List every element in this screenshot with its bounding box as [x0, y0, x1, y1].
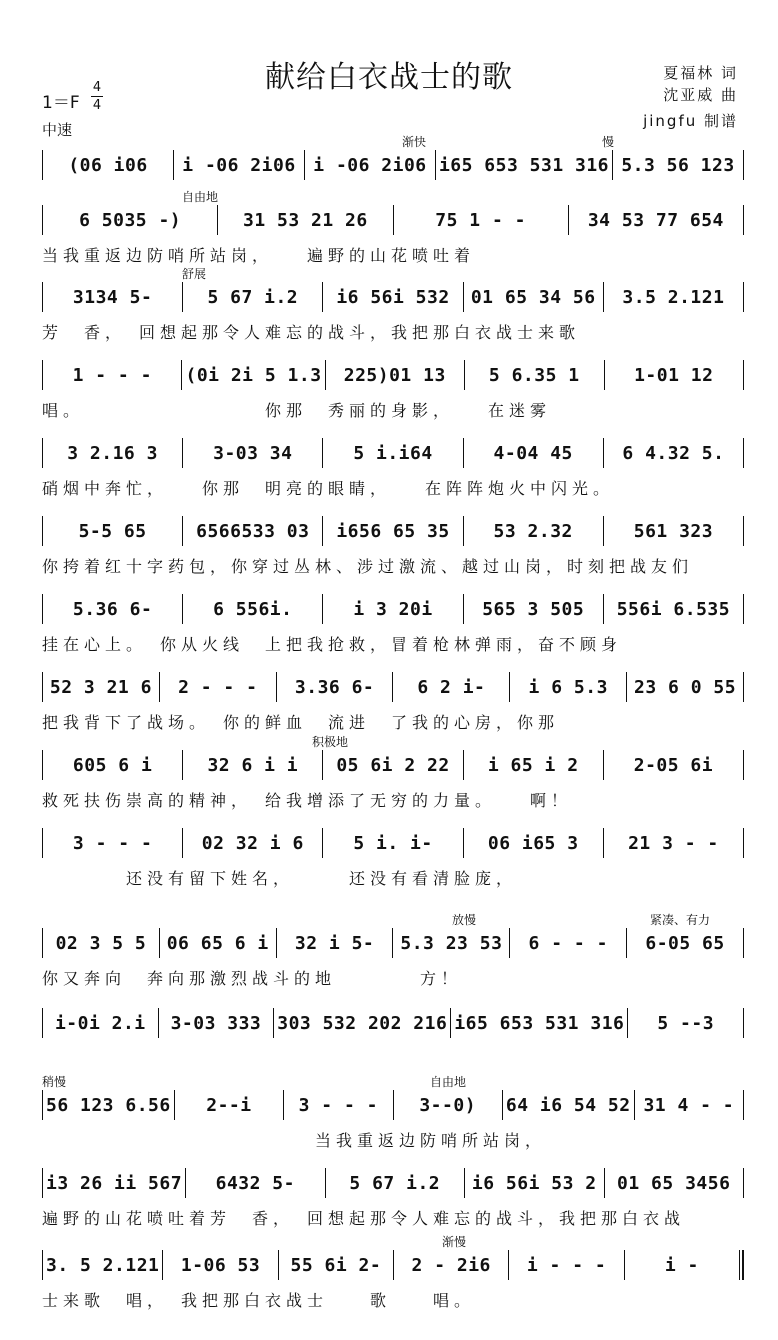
measure: i-0i 2.i: [43, 1008, 159, 1038]
measure: i6 56i 532: [323, 282, 463, 312]
expression-mark: 渐快: [402, 135, 427, 149]
measure: 02 3 5 5: [43, 928, 160, 958]
notation-row: [42, 1008, 744, 1038]
notation-row: [42, 516, 744, 546]
measure: 1-06 53: [163, 1250, 278, 1280]
measure: 5 --3: [657, 1012, 715, 1034]
key-signature: 1＝F: [42, 93, 80, 113]
lyric-line: 芳 香， 回想起那令人难忘的战斗，我把那白衣战士来歌: [42, 323, 581, 342]
measure: i6 56i 53 2: [465, 1168, 604, 1198]
measure: 6-05 65: [645, 932, 725, 954]
measure: 2-05 6i: [633, 754, 714, 776]
measure: 02 32 i 6: [183, 828, 323, 858]
measure: 31 4 - -: [643, 1094, 735, 1116]
lyric-line: 唱。 你那 秀丽的身影， 在迷雾: [42, 401, 552, 420]
measure: 6 - - -: [510, 928, 627, 958]
measure: 5 i.i64: [323, 438, 463, 468]
measure: 5-5 65: [43, 516, 183, 546]
measure: i -: [625, 1250, 743, 1280]
notation-row: [42, 928, 744, 958]
expression-mark: 紧凑、有力: [650, 913, 711, 927]
lyricist-credit: 夏福林 词: [663, 64, 738, 82]
lyric-line: 把我背下了战场。 你的鲜血 流进 了我的心房，你那: [42, 713, 560, 732]
measure: 1-01 12: [634, 364, 714, 386]
lyric-line: 当我重返边防哨所站岗， 遍野的山花喷吐着: [42, 246, 476, 265]
notation-row: [42, 594, 744, 624]
measure: 64 i6 54 52: [503, 1090, 635, 1120]
meter-bottom: 4: [92, 98, 102, 113]
notation-row: [42, 282, 744, 312]
measure: 225)01 13: [326, 360, 465, 390]
song-title: 献给白衣战士的歌: [265, 60, 513, 95]
measure: (0i 2i 5 1.3: [182, 360, 325, 390]
expression-mark: 渐慢: [442, 1235, 467, 1249]
notation-row: [42, 672, 744, 702]
measure: 34 53 77 654: [587, 209, 724, 231]
measure: i 6 5.3: [510, 672, 627, 702]
measure: 2 - - -: [160, 672, 277, 702]
notation-row: [42, 828, 744, 858]
measure: i -06 2i06: [305, 150, 436, 180]
lyric-line: 你又奔向 奔向那激烈战斗的地 方！: [42, 969, 463, 988]
notation-row: [42, 205, 744, 235]
measure: 3 - - -: [43, 828, 183, 858]
measure: 561 323: [633, 520, 714, 542]
measure: 55 6i 2-: [279, 1250, 394, 1280]
measure: 53 2.32: [464, 516, 604, 546]
measure: 56 123 6.56: [43, 1090, 175, 1120]
lyric-line: 你挎着红十字药包，你穿过丛林、涉过激流、越过山岗，时刻把战友们: [42, 557, 694, 576]
measure: 23 6 0 55: [634, 676, 737, 698]
notation-row: [42, 1250, 744, 1280]
measure: 605 6 i: [43, 750, 183, 780]
measure: i 3 20i: [323, 594, 463, 624]
measure: 4-04 45: [464, 438, 604, 468]
arranger-credit: jingfu 制谱: [643, 112, 738, 130]
measure: 31 53 21 26: [218, 205, 393, 235]
notation-row: [42, 438, 744, 468]
notation-row: [42, 750, 744, 780]
measure: i 65 i 2: [464, 750, 604, 780]
measure: 3. 5 2.121: [43, 1250, 163, 1280]
measure: 52 3 21 6: [43, 672, 160, 702]
measure: 32 i 5-: [277, 928, 394, 958]
measure: 3134 5-: [43, 282, 183, 312]
measure: i - - -: [509, 1250, 624, 1280]
lyric-line: 当我重返边防哨所站岗，: [42, 1131, 547, 1150]
composer-credit: 沈亚威 曲: [663, 86, 738, 104]
lyric-line: 遍野的山花喷吐着芳 香， 回想起那令人难忘的战斗，我把那白衣战: [42, 1209, 686, 1228]
measure: 6 2 i-: [393, 672, 510, 702]
measure: i656 65 35: [323, 516, 463, 546]
time-signature: [91, 80, 103, 113]
measure: 2 - 2i6: [394, 1250, 509, 1280]
measure: 565 3 505: [464, 594, 604, 624]
measure: 32 6 i i: [183, 750, 323, 780]
measure: 5 67 i.2: [326, 1168, 465, 1198]
measure: 3--0): [394, 1090, 503, 1120]
measure: i3 26 ii 567: [43, 1168, 186, 1198]
expression-mark: 放慢: [452, 913, 477, 927]
notation-row: [42, 1090, 744, 1120]
lyric-line: 还没有留下姓名， 还没有看清脸庞，: [42, 869, 518, 888]
meter-top: 4: [92, 80, 102, 95]
measure: (06 i06: [43, 150, 174, 180]
measure: 6566533 03: [183, 516, 323, 546]
tempo-marking: 中速: [42, 121, 73, 139]
measure: 3-03 333: [159, 1008, 275, 1038]
measure: 6 5035 -): [43, 205, 218, 235]
lyric-line: 救死扶伤崇高的精神， 给我增添了无穷的力量。 啊！: [42, 791, 573, 810]
expression-mark: 稍慢: [42, 1075, 67, 1089]
measure: 21 3 - -: [628, 832, 719, 854]
measure: 05 6i 2 22: [323, 750, 463, 780]
expression-mark: 自由地: [182, 190, 219, 204]
measure: 5.36 6-: [43, 594, 183, 624]
measure: 3.5 2.121: [622, 286, 725, 308]
measure: 75 1 - -: [394, 205, 569, 235]
measure: i65 653 531 316: [436, 150, 613, 180]
measure: 556i 6.535: [616, 598, 731, 620]
measure: 6 4.32 5.: [622, 442, 725, 464]
measure: i -06 2i06: [174, 150, 305, 180]
expression-mark: 积极地: [312, 735, 349, 749]
expression-mark: 舒展: [182, 267, 207, 281]
lyric-line: 挂在心上。 你从火线 上把我抢救，冒着枪林弹雨，奋不顾身: [42, 635, 623, 654]
measure: 5 6.35 1: [465, 360, 604, 390]
measure: 3.36 6-: [277, 672, 394, 702]
measure: 5 67 i.2: [183, 282, 323, 312]
measure: 5.3 56 123: [621, 154, 735, 176]
notation-row: [42, 360, 744, 390]
measure: 6432 5-: [186, 1168, 325, 1198]
measure: 303 532 202 216: [274, 1008, 451, 1038]
measure: 3 2.16 3: [43, 438, 183, 468]
measure: 06 65 6 i: [160, 928, 277, 958]
measure: 01 65 34 56: [464, 282, 604, 312]
measure: 1 - - -: [43, 360, 182, 390]
measure: i65 653 531 316: [451, 1008, 628, 1038]
measure: 5.3 23 53: [393, 928, 510, 958]
measure: 3-03 34: [183, 438, 323, 468]
lyric-line: 士来歌 唱， 我把那白衣战士 歌 唱。: [42, 1291, 476, 1310]
measure: 6 556i.: [183, 594, 323, 624]
measure: 2--i: [175, 1090, 284, 1120]
expression-mark: 慢: [602, 135, 615, 149]
notation-row: [42, 1168, 744, 1198]
lyric-line: 硝烟中奔忙， 你那 明亮的眼睛， 在阵阵炮火中闪光。: [42, 479, 615, 498]
measure: 3 - - -: [284, 1090, 393, 1120]
measure: 5 i. i-: [323, 828, 463, 858]
measure: 01 65 3456: [617, 1172, 731, 1194]
expression-mark: 自由地: [430, 1075, 467, 1089]
measure: 06 i65 3: [464, 828, 604, 858]
notation-row: [42, 150, 744, 180]
